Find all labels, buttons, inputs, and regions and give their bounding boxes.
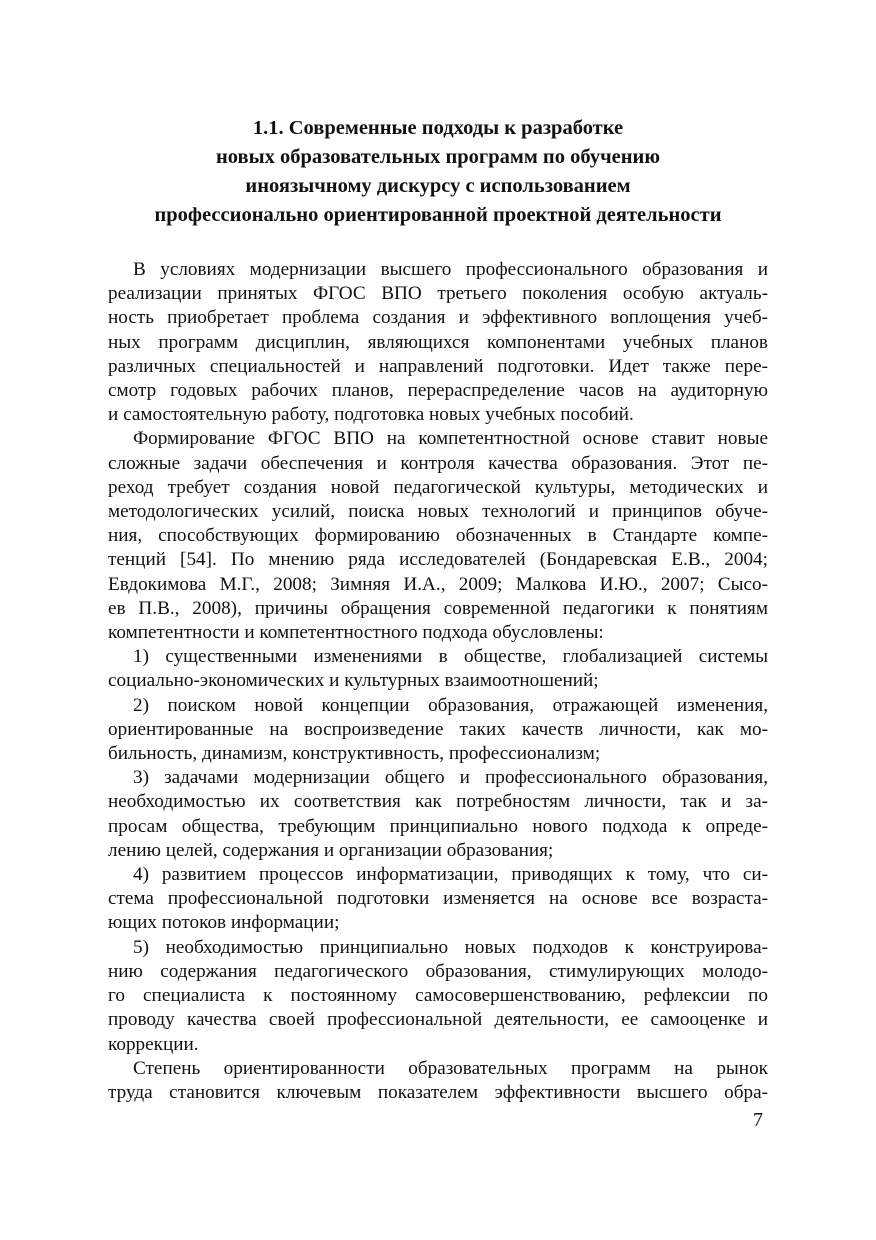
paragraph	[108, 766, 768, 863]
text-line: компетентности и компетентностного подхода обусловлены:	[108, 622, 604, 644]
text-line: необходимостью их соответствия как потребностям личности, так и за-	[108, 791, 768, 813]
text-line: ев П.В., 2008), причины обращения современной педагогики к понятиям	[108, 597, 768, 619]
page-number: 7	[753, 1109, 763, 1131]
text-line: нию содержания педагогического образования, стимулирующих молодо-	[108, 960, 768, 982]
section-title-line: иноязычному дискурсу с использованием	[245, 175, 631, 197]
text-line: реализации принятых ФГОС ВПО третьего поколения особую актуаль-	[108, 283, 768, 305]
paragraph	[108, 427, 768, 645]
text-line: труда становится ключевым показателем эффективности высшего обра-	[108, 1081, 768, 1103]
text-line: 5) необходимостью принципиально новых подходов к конструирова-	[133, 936, 768, 958]
text-line: В условиях модернизации высшего профессионального образования и	[133, 259, 768, 280]
section-title-line: 1.1. Современные подходы к разработке	[252, 117, 624, 139]
text-line: проводу качества своей профессиональной деятельности, ее самооценке и	[108, 1009, 768, 1031]
paragraph	[108, 1057, 768, 1105]
text-line: просам общества, требующим принципиально нового подхода к опреде-	[108, 815, 768, 837]
text-line: Степень ориентированности образовательных программ на рынок	[133, 1057, 768, 1079]
body-text	[108, 258, 768, 1105]
text-line: ных программ дисциплин, являющихся компонентами учебных планов	[108, 331, 768, 353]
section-title	[108, 114, 768, 230]
text-line: Формирование ФГОС ВПО на компетентностной основе ставит новые	[133, 428, 768, 450]
text-line: коррекции.	[108, 1033, 199, 1055]
paragraph	[108, 863, 768, 936]
text-line: реход требует создания новой педагогической культуры, методических и	[108, 476, 768, 498]
text-line: различных специальностей и направлений подготовки. Идет также пере-	[108, 355, 768, 377]
section-title-line: профессионально ориентированной проектной деятельности	[154, 204, 722, 226]
text-line: смотр годовых рабочих планов, перераспределение часов на аудиторную	[108, 380, 768, 402]
text-line: го специалиста к постоянному самосовершенствованию, рефлексии по	[108, 985, 768, 1007]
paragraph	[108, 694, 768, 767]
text-line: 1) существенными изменениями в обществе, глобализацией системы	[133, 646, 768, 668]
text-line: тенций [54]. По мнению ряда исследователей (Бондаревская Е.В., 2004;	[108, 549, 768, 571]
text-line: 2) поиском новой концепции образования, отражающей изменения,	[133, 694, 768, 716]
paragraph	[108, 258, 768, 427]
text-line: ющих потоков информации;	[108, 912, 340, 934]
paragraph	[108, 645, 768, 693]
text-line: Евдокимова М.Г., 2008; Зимняя И.А., 2009; Малкова И.Ю., 2007; Сысо-	[108, 573, 768, 595]
text-line: бильность, динамизм, конструктивность, профессионализм;	[108, 743, 601, 765]
text-line: ориентированные на воспроизведение таких качеств личности, как мо-	[108, 718, 768, 740]
text-line: методологических усилий, поиска новых технологий и принципов обуче-	[108, 501, 768, 523]
text-line: лению целей, содержания и организации образования;	[108, 839, 554, 861]
text-line: 4) развитием процессов информатизации, приводящих к тому, что си-	[133, 864, 768, 886]
text-line: 3) задачами модернизации общего и профессионального образования,	[133, 767, 768, 789]
text-line: сложные задачи обеспечения и контроля качества образования. Этот пе-	[108, 452, 768, 474]
paragraph	[108, 936, 768, 1057]
text-line: социально-экономических и культурных взаимоотношений;	[108, 670, 599, 692]
text-line: и самостоятельную работу, подготовка новых учебных пособий.	[108, 404, 634, 426]
text-line: стема профессиональной подготовки изменяется на основе все возраста-	[108, 888, 768, 910]
text-line: ность приобретает проблема создания и эффективного воплощения учеб-	[108, 307, 768, 329]
page-content	[108, 114, 768, 1105]
text-line: ния, способствующих формированию обозначенных в Стандарте компе-	[108, 525, 768, 547]
section-title-line: новых образовательных программ по обучению	[215, 146, 661, 168]
